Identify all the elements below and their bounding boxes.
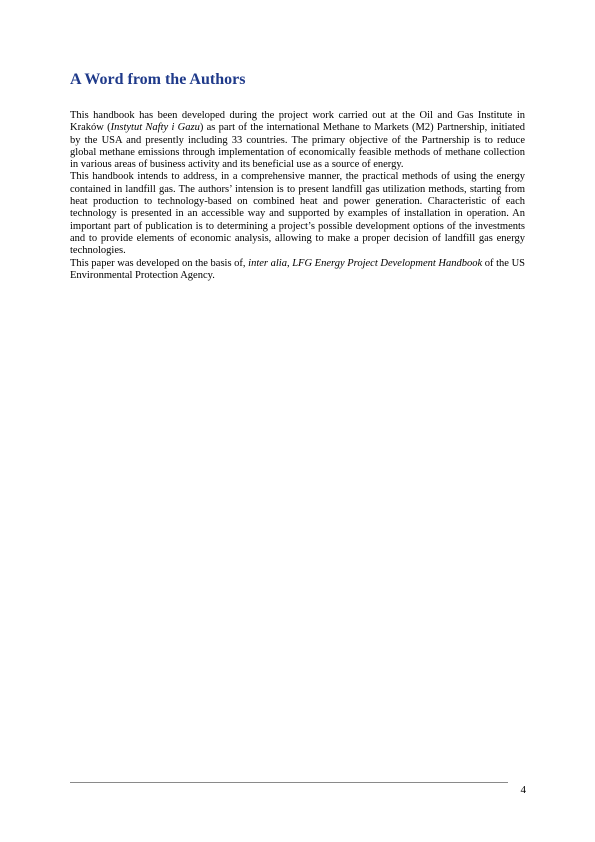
paragraph-1-text-a: This handbook has been developed during the project work carried out at the Oil and Gas Institute in Kraków ( bbox=[70, 110, 525, 134]
body-text bbox=[70, 110, 525, 282]
handbook-title-italic: LFG Energy Project Development Handbook bbox=[292, 257, 483, 269]
paragraph-3-text-a: This paper was developed on the basis of, bbox=[70, 257, 249, 269]
paragraph-1 bbox=[70, 110, 525, 171]
inter-alia-italic: inter alia bbox=[248, 257, 287, 269]
paragraph-2: This handbook intends to address, in a comprehensive manner, the practical methods of using the energy contained in landfill gas. The authors’ intension is to present landfill gas utilization methods, starting from heat production to technology-based on combined heat and power generation. Characteristic of each technology is presented in an accessible way and supported by examples of installation in operation. An important part of publication is to determining a project’s possible development options of the investments and to provide elements of economic analysis, allowing to make a proper decision of landfill gas energy technologies. bbox=[70, 171, 525, 257]
paragraph-1-text-c: ) as part of the international Methane to Markets (M2) Partnership, initiated by the USA and presently including 33 countries. The primary objective of the Partnership is to reduce global methane emissions through implementation of economically feasible methods of methane collection in various areas of business activity and its beneficial use as a source of energy. bbox=[70, 122, 526, 171]
paragraph-3-text-e: of the US Environmental Protection Agency. bbox=[70, 257, 526, 281]
footer-divider bbox=[70, 782, 508, 783]
page-number: 4 bbox=[520, 784, 526, 796]
page-title: A Word from the Authors bbox=[70, 71, 246, 88]
paragraph-3 bbox=[70, 258, 525, 283]
paragraph-3-text-c: , bbox=[286, 257, 293, 269]
institute-name-italic: Instytut Nafty i Gazu bbox=[110, 122, 200, 134]
